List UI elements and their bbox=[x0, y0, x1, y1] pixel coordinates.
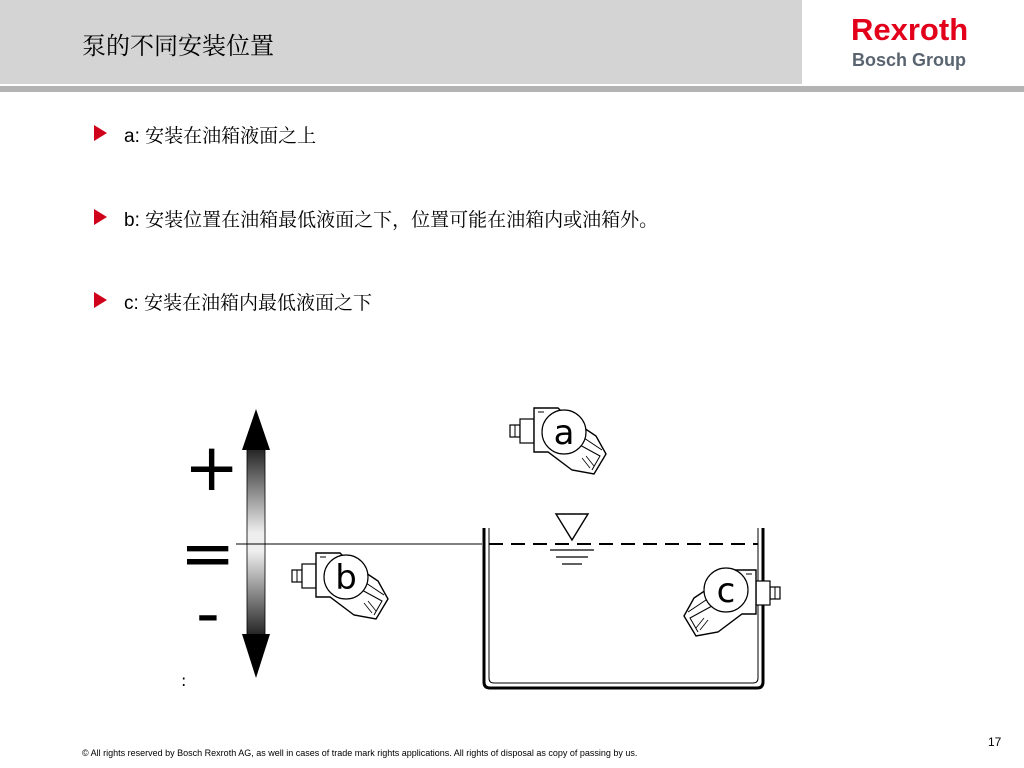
page-number: 17 bbox=[988, 735, 1002, 749]
pump-a bbox=[510, 408, 606, 474]
bullet-label: c: 安装在油箱内最低液面之下 bbox=[124, 293, 373, 314]
rexroth-logo: Rexroth bbox=[851, 12, 969, 47]
arrow-down-icon bbox=[242, 634, 270, 678]
bullet-label: b: 安装位置在油箱最低液面之下，位置可能在油箱内或油箱外。 bbox=[124, 210, 659, 231]
pump-a-label: a bbox=[553, 413, 575, 453]
slide-title: 泵的不同安装位置 bbox=[82, 33, 274, 60]
pump-c bbox=[684, 568, 780, 636]
pump-b bbox=[292, 553, 388, 619]
equal-sign: = bbox=[180, 515, 236, 592]
arrow-up-icon bbox=[242, 409, 270, 450]
bullet-label: a: 安装在油箱液面之上 bbox=[124, 126, 317, 147]
plus-sign: + bbox=[184, 429, 240, 506]
liquid-level-triangle-icon bbox=[556, 514, 588, 540]
bosch-group-logo: Bosch Group bbox=[852, 50, 967, 70]
pump-c-label: c bbox=[716, 571, 736, 611]
copyright-notice: © All rights reserved by Bosch Rexroth AG, as well in cases of trade mark rights applications. All rights of disposal as copy of passing by us. bbox=[82, 748, 638, 758]
pump-b-label: b bbox=[335, 558, 357, 598]
minus-sign: - bbox=[196, 575, 220, 652]
level-scale-bar bbox=[247, 448, 265, 636]
note-mark: : bbox=[181, 671, 187, 690]
